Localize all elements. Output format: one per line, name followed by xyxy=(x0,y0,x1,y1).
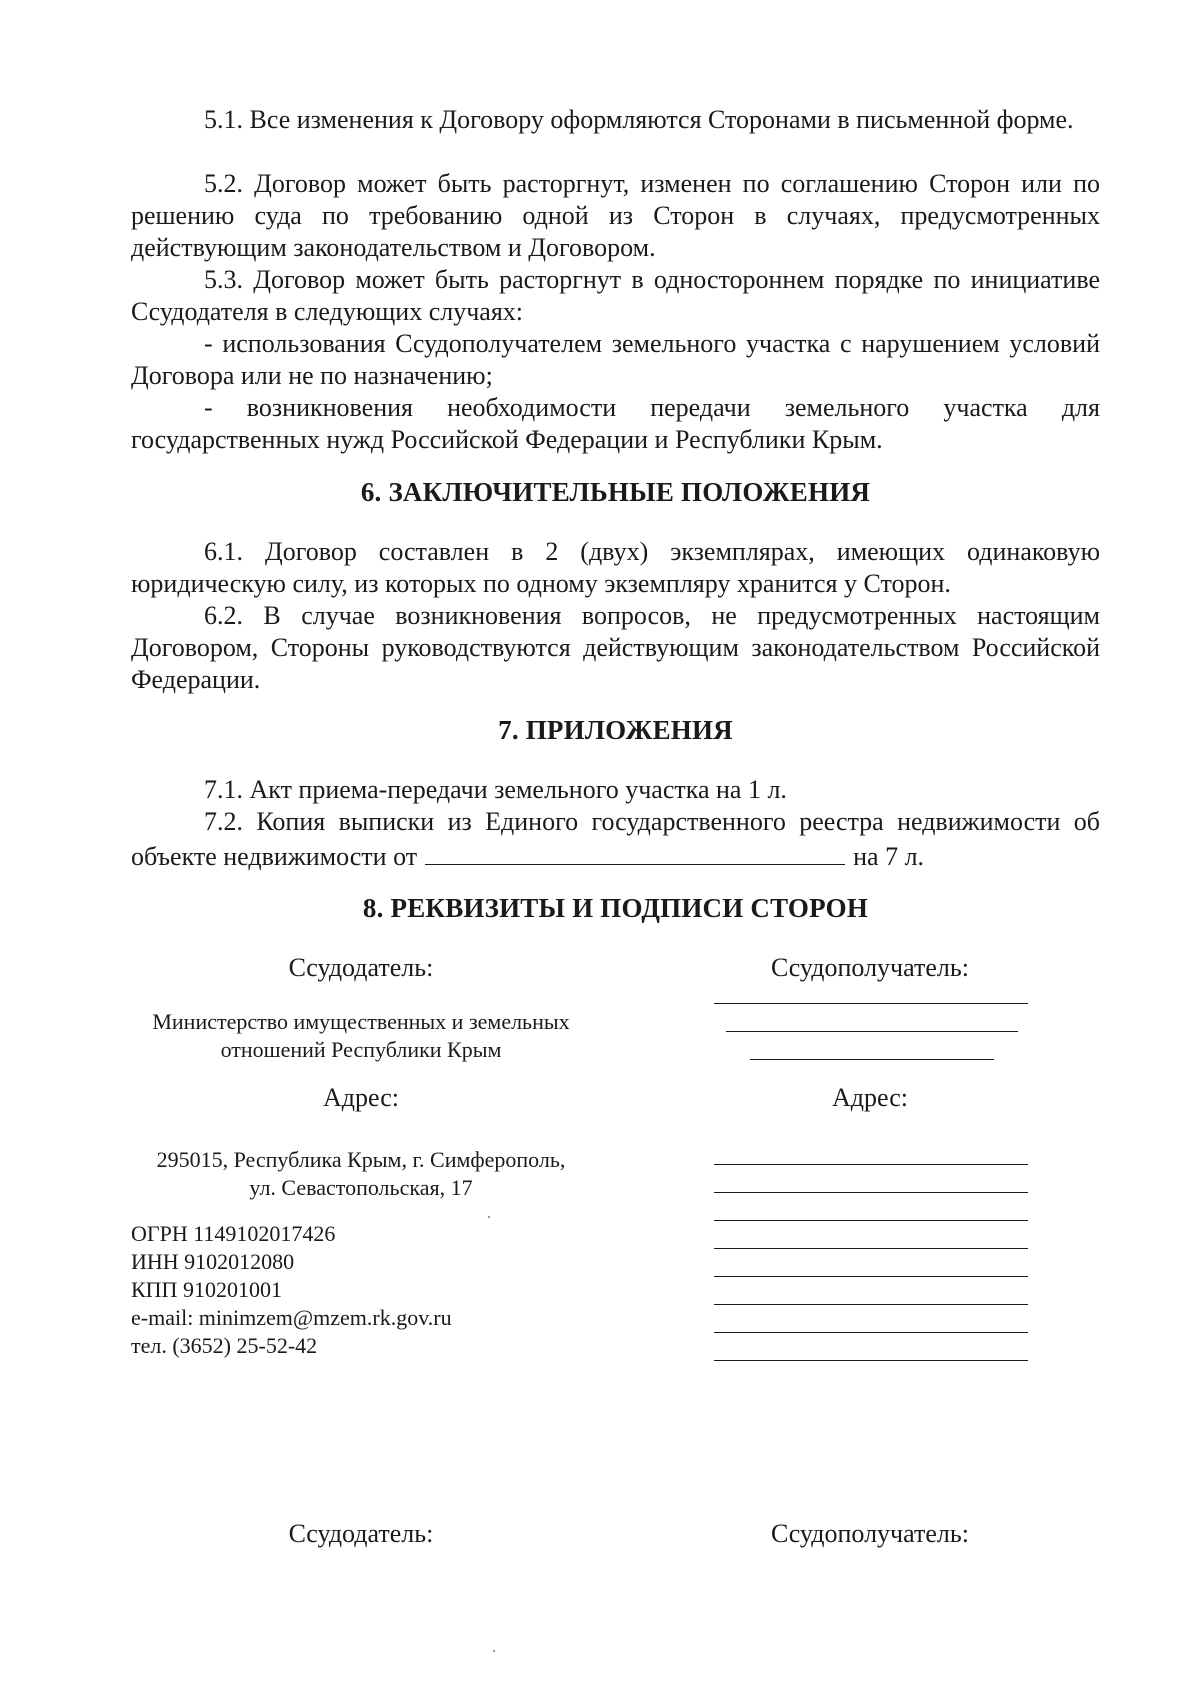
lender-name-line-1: Министерство имущественных и земельных xyxy=(152,1009,570,1034)
lender-phone: тел. (3652) 25-52-42 xyxy=(131,1333,318,1358)
clause-7-2-suffix: на 7 л. xyxy=(853,842,925,871)
lender-kpp: КПП 910201001 xyxy=(131,1277,282,1302)
lender-label: Ссудодатель: xyxy=(288,953,434,982)
clause-5-2: 5.2. Договор может быть расторгнут, изменен по соглашению Сторон или по решению суда по требованию одной из Сторон в случаях, предусмотренных действующим законодательством и Договором. xyxy=(131,169,1100,262)
clause-5-3-bullet-1: - использования Ссудополучателем земельного участка с нарушением условий Договора или не по назначению; xyxy=(131,329,1100,390)
borrower-requisite-line-2 xyxy=(714,1192,1028,1193)
borrower-address-label: Адрес: xyxy=(832,1083,908,1112)
borrower-name-line-2 xyxy=(726,1031,1018,1032)
borrower-requisite-line-3 xyxy=(714,1220,1028,1221)
borrower-name-line-3 xyxy=(750,1059,994,1060)
lender-ogrn: ОГРН 1149102017426 xyxy=(131,1221,336,1246)
borrower-requisite-line-1 xyxy=(714,1164,1028,1165)
section-6-title: 6. ЗАКЛЮЧИТЕЛЬНЫЕ ПОЛОЖЕНИЯ xyxy=(360,477,871,507)
clause-6-2: 6.2. В случае возникновения вопросов, не предусмотренных настоящим Договором, Стороны руководствуются действующим законодательством Российской Федерации. xyxy=(131,601,1100,694)
borrower-requisite-line-4 xyxy=(714,1248,1028,1249)
borrower-requisite-line-8 xyxy=(714,1360,1028,1361)
section-7-title: 7. ПРИЛОЖЕНИЯ xyxy=(498,715,733,745)
clause-7-2 xyxy=(131,806,1100,873)
borrower-requisite-line-5 xyxy=(714,1276,1028,1277)
lender-inn: ИНН 9102012080 xyxy=(131,1249,295,1274)
lender-name-line-2: отношений Республики Крым xyxy=(220,1037,502,1062)
clause-5-1: 5.1. Все изменения к Договору оформляются Сторонами в письменной форме. xyxy=(204,105,1074,134)
section-8-title: 8. РЕКВИЗИТЫ И ПОДПИСИ СТОРОН xyxy=(362,893,869,923)
clause-7-2-text: 7.2. Копия выписки из Единого государственного реестра недвижимости об объекте недвижимости от xyxy=(131,807,1100,871)
scan-speck xyxy=(493,1650,495,1652)
clause-7-1: 7.1. Акт приема-передачи земельного участка на 1 л. xyxy=(204,775,787,804)
lender-address-line-1: 295015, Республика Крым, г. Симферополь, xyxy=(156,1147,566,1172)
borrower-name-line-1 xyxy=(714,1003,1028,1004)
clause-6-1: 6.1. Договор составлен в 2 (двух) экземплярах, имеющих одинаковую юридическую силу, из которых по одному экземпляру хранится у Сторон. xyxy=(131,537,1100,598)
scan-speck xyxy=(488,1216,490,1218)
bottom-lender-label: Ссудодатель: xyxy=(288,1519,434,1548)
borrower-requisite-line-7 xyxy=(714,1332,1028,1333)
clause-5-3: 5.3. Договор может быть расторгнут в одностороннем порядке по инициативе Ссудодателя в следующих случаях: xyxy=(131,265,1100,326)
lender-address-label: Адрес: xyxy=(323,1083,399,1112)
lender-email: e-mail: minimzem@mzem.rk.gov.ru xyxy=(131,1305,452,1330)
lender-address-line-2: ул. Севастопольская, 17 xyxy=(249,1175,473,1200)
clause-5-3-bullet-2: - возникновения необходимости передачи земельного участка для государственных нужд Российской Федерации и Республики Крым. xyxy=(131,393,1100,454)
bottom-borrower-label: Ссудополучатель: xyxy=(771,1519,969,1548)
borrower-label: Ссудополучатель: xyxy=(771,953,969,982)
borrower-requisite-line-6 xyxy=(714,1304,1028,1305)
date-fill-line xyxy=(425,838,845,865)
